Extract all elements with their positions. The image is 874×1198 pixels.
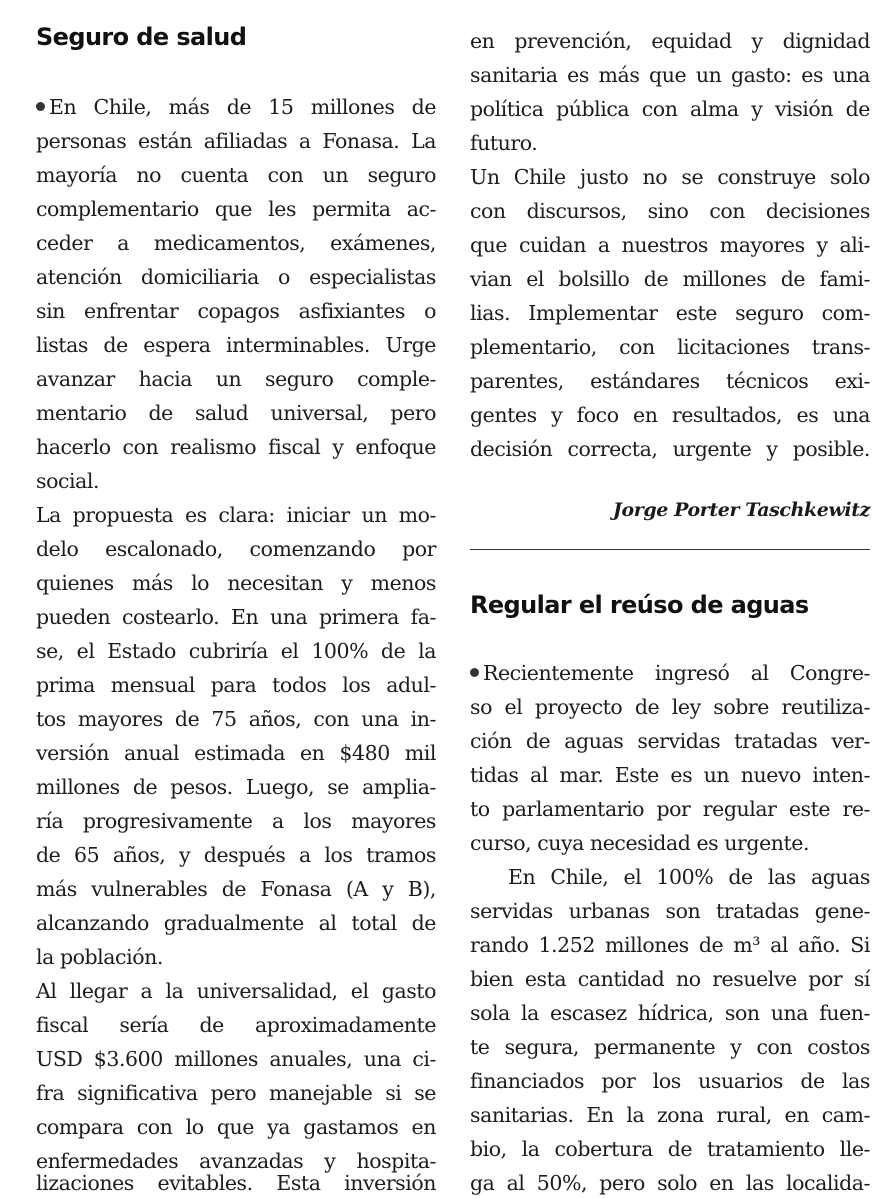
paragraph-line: vian el bolsillo de millones de fami- [470, 267, 870, 291]
paragraph-line: gentes y foco en resultados, es una [470, 403, 870, 427]
paragraph-line: lizaciones evitables. Esta inversión [36, 1171, 436, 1195]
paragraph-line: sanitaria es más que un gasto: es una [470, 63, 870, 87]
paragraph-line: compara con lo que ya gastamos en [36, 1115, 436, 1139]
paragraph-line: la población. [36, 945, 163, 969]
paragraph-line: Recientemente ingresó al Congre- [470, 658, 870, 688]
paragraph-line: quienes más lo necesitan y menos [36, 571, 436, 595]
paragraph-line: ceder a medicamentos, exámenes, [36, 231, 436, 255]
paragraph-line: mentario de salud universal, pero [36, 401, 436, 425]
paragraph-line: prima mensual para todos los adul- [36, 673, 436, 697]
paragraph-line: decisión correcta, urgente y posible. [470, 437, 870, 461]
paragraph-line: mayoría no cuenta con un seguro [36, 163, 436, 187]
bullet-icon [36, 102, 45, 111]
paragraph-line: que cuidan a nuestros mayores y ali- [470, 233, 870, 257]
paragraph-line: curso, cuya necesidad es urgente. [470, 831, 810, 855]
paragraph-line: complementario que les permita ac- [36, 197, 436, 221]
paragraph-line: ría progresivamente a los mayores [36, 809, 436, 833]
paragraph-line: social. [36, 469, 100, 493]
author-signature: Jorge Porter Taschkewitz [612, 499, 870, 521]
paragraph-line: sin enfrentar copagos asfixiantes o [36, 299, 436, 323]
paragraph-line: más vulnerables de Fonasa (A y B), [36, 877, 436, 901]
paragraph-line: personas están afiliadas a Fonasa. La [36, 129, 436, 153]
paragraph-line: ción de aguas servidas tratadas ver- [470, 729, 870, 753]
paragraph-line: lias. Implementar este seguro com- [470, 301, 870, 325]
paragraph-line: sanitarias. En la zona rural, en cam- [470, 1103, 870, 1127]
paragraph-line: rando 1.252 millones de m³ al año. Si [470, 933, 870, 957]
paragraph-line: En Chile, el 100% de las aguas [508, 865, 870, 889]
paragraph-line: versión anual estimada en $480 mil [36, 741, 436, 765]
article-heading: Regular el reúso de aguas [470, 591, 809, 619]
paragraph-line: financiados por los usuarios de las [470, 1069, 870, 1093]
paragraph-line: pueden costearlo. En una primera fa- [36, 605, 436, 629]
paragraph-line: alcanzando gradualmente al total de [36, 911, 436, 935]
paragraph-line: listas de espera interminables. Urge [36, 333, 436, 357]
paragraph-line: tos mayores de 75 años, con una in- [36, 707, 436, 731]
paragraph-line: se, el Estado cubriría el 100% de la [36, 639, 436, 663]
paragraph-line: Un Chile justo no se construye solo [470, 165, 870, 189]
paragraph-line: bio, la cobertura de tratamiento lle- [470, 1137, 870, 1161]
paragraph-line: enfermedades avanzadas y hospita- [36, 1149, 436, 1173]
paragraph-line: de 65 años, y después a los tramos [36, 843, 436, 867]
paragraph-line: millones de pesos. Luego, se amplia- [36, 775, 436, 799]
paragraph-line: hacerlo con realismo fiscal y enfoque [36, 435, 436, 459]
bullet-icon [470, 668, 479, 677]
paragraph-line: to parlamentario por regular este re- [470, 797, 870, 821]
paragraph-line: en prevención, equidad y dignidad [470, 29, 870, 53]
paragraph-line: fiscal sería de aproximadamente [36, 1013, 436, 1037]
paragraph-line: sola la escasez hídrica, son una fuen- [470, 1001, 870, 1025]
paragraph-line: con discursos, sino con decisiones [470, 199, 870, 223]
paragraph-line: política pública con alma y visión de [470, 97, 870, 121]
article-heading: Seguro de salud [36, 23, 247, 51]
paragraph-line: Al llegar a la universalidad, el gasto [36, 979, 436, 1003]
paragraph-line: ga al 50%, pero solo en las localida- [470, 1171, 870, 1195]
paragraph-line: parentes, estándares técnicos exi- [470, 369, 870, 393]
paragraph-line: servidas urbanas son tratadas gene- [470, 899, 870, 923]
paragraph-line: so el proyecto de ley sobre reutiliza- [470, 695, 870, 719]
paragraph-line: La propuesta es clara: iniciar un mo- [36, 503, 436, 527]
section-divider [470, 549, 870, 550]
paragraph-line: te segura, permanente y con costos [470, 1035, 870, 1059]
paragraph-line: delo escalonado, comenzando por [36, 537, 436, 561]
paragraph-line: plementario, con licitaciones trans- [470, 335, 870, 359]
paragraph-line: fra significativa pero manejable si se [36, 1081, 436, 1105]
paragraph-line: tidas al mar. Este es un nuevo inten- [470, 763, 870, 787]
paragraph-line: bien esta cantidad no resuelve por sí [470, 967, 870, 991]
paragraph-line: En Chile, más de 15 millones de [36, 92, 436, 122]
paragraph-line: avanzar hacia un seguro comple- [36, 367, 436, 391]
paragraph-line: USD $3.600 millones anuales, una ci- [36, 1047, 436, 1071]
paragraph-line: futuro. [470, 131, 538, 155]
paragraph-line: atención domiciliaria o especialistas [36, 265, 436, 289]
